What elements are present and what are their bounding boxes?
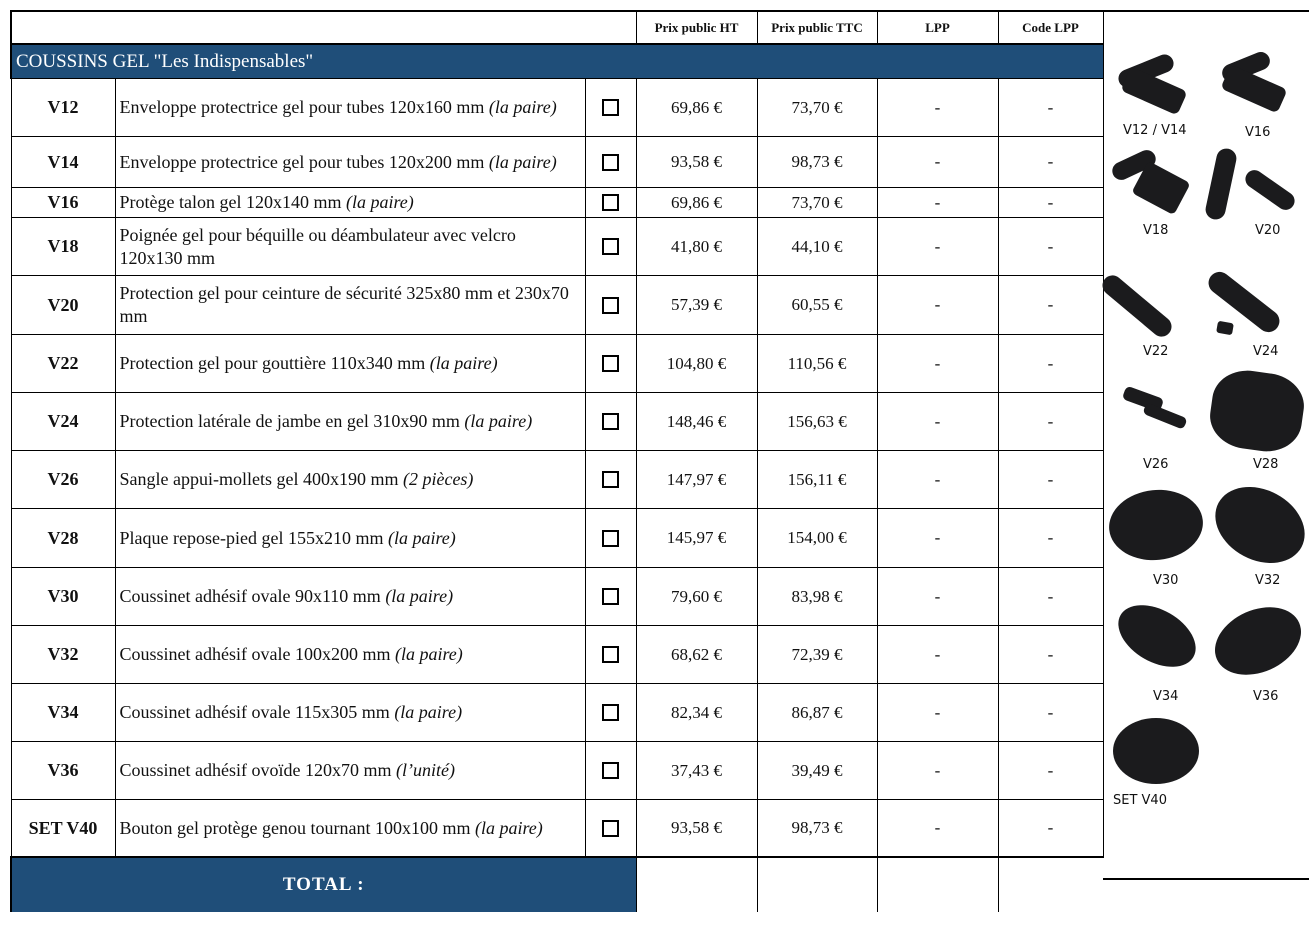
order-checkbox-cell xyxy=(585,568,636,626)
price-ht: 93,58 € xyxy=(636,137,757,188)
order-checkbox[interactable] xyxy=(602,99,619,116)
order-checkbox[interactable] xyxy=(602,194,619,211)
product-code: V30 xyxy=(11,568,115,626)
order-checkbox-cell xyxy=(585,137,636,188)
price-ht: 148,46 € xyxy=(636,393,757,451)
gel-pad-photo xyxy=(1216,321,1234,336)
order-checkbox[interactable] xyxy=(602,297,619,314)
price-ttc: 72,39 € xyxy=(757,626,877,684)
description-note: (la paire) xyxy=(474,817,543,838)
image-label: V12 / V14 xyxy=(1123,123,1187,138)
description-note: (la paire) xyxy=(429,353,498,373)
description-text: Protection gel pour ceinture de sécurité 325x80 mm et 230x70 mm xyxy=(119,283,569,326)
product-code: V32 xyxy=(11,626,115,684)
product-description xyxy=(115,79,585,137)
lpp-value: - xyxy=(877,742,998,800)
lpp-value: - xyxy=(877,568,998,626)
price-ht: 41,80 € xyxy=(636,218,757,276)
product-description xyxy=(115,137,585,188)
code-lpp-value: - xyxy=(998,626,1103,684)
table-row xyxy=(11,276,1103,335)
product-image-panel xyxy=(1103,10,1309,880)
description-text: Coussinet adhésif ovale 100x200 mm xyxy=(119,644,391,664)
product-description xyxy=(115,742,585,800)
order-checkbox[interactable] xyxy=(602,471,619,488)
order-checkbox[interactable] xyxy=(602,413,619,430)
description-note: (la paire) xyxy=(387,527,456,548)
order-checkbox-cell xyxy=(585,684,636,742)
header-row xyxy=(11,11,1103,44)
price-ht: 37,43 € xyxy=(636,742,757,800)
order-checkbox-cell xyxy=(585,626,636,684)
product-code: SET V40 xyxy=(11,800,115,858)
product-description xyxy=(115,684,585,742)
image-label: V36 xyxy=(1253,689,1279,704)
code-lpp-value: - xyxy=(998,335,1103,393)
image-label: V30 xyxy=(1153,573,1179,588)
gel-pad-photo xyxy=(1098,271,1175,340)
description-text: Enveloppe protectrice gel pour tubes 120x200 mm xyxy=(119,151,485,172)
price-ttc: 83,98 € xyxy=(757,568,877,626)
order-checkbox-cell xyxy=(585,218,636,276)
image-label: V32 xyxy=(1255,573,1281,588)
code-lpp-value: - xyxy=(998,393,1103,451)
table-row xyxy=(11,137,1103,188)
code-lpp-value: - xyxy=(998,684,1103,742)
header-lpp: LPP xyxy=(877,11,998,44)
order-checkbox-cell xyxy=(585,188,636,218)
lpp-value: - xyxy=(877,393,998,451)
price-ht: 68,62 € xyxy=(636,626,757,684)
gel-pad-photo xyxy=(1142,402,1187,430)
lpp-value: - xyxy=(877,137,998,188)
table-row xyxy=(11,451,1103,509)
total-ttc-cell[interactable] xyxy=(757,857,877,912)
order-checkbox[interactable] xyxy=(602,355,619,372)
description-note: (la paire) xyxy=(464,411,533,431)
description-text: Enveloppe protectrice gel pour tubes 120x160 mm xyxy=(119,97,485,117)
price-ht: 82,34 € xyxy=(636,684,757,742)
price-ht: 69,86 € xyxy=(636,79,757,137)
order-checkbox[interactable] xyxy=(602,646,619,663)
table-row xyxy=(11,800,1103,858)
description-note: (2 pièces) xyxy=(402,469,474,489)
price-ht: 79,60 € xyxy=(636,568,757,626)
description-note: (la paire) xyxy=(488,151,557,172)
table-row xyxy=(11,684,1103,742)
product-code: V26 xyxy=(11,451,115,509)
total-label: TOTAL : xyxy=(11,857,636,912)
image-label: SET V40 xyxy=(1113,793,1167,808)
order-checkbox-cell xyxy=(585,451,636,509)
price-ttc: 60,55 € xyxy=(757,276,877,335)
gel-pad-photo xyxy=(1206,366,1308,456)
header-prix-ttc: Prix public TTC xyxy=(757,11,877,44)
price-ht: 104,80 € xyxy=(636,335,757,393)
table-row xyxy=(11,218,1103,276)
gel-pad-photo xyxy=(1113,718,1199,784)
image-label: V18 xyxy=(1143,223,1169,238)
price-ht: 145,97 € xyxy=(636,509,757,568)
gel-pad-photo xyxy=(1204,147,1239,222)
table-row xyxy=(11,626,1103,684)
image-label: V34 xyxy=(1153,689,1179,704)
product-description xyxy=(115,509,585,568)
gel-pad-photo xyxy=(1108,592,1207,679)
price-ht: 69,86 € xyxy=(636,188,757,218)
lpp-value: - xyxy=(877,218,998,276)
price-ttc: 98,73 € xyxy=(757,800,877,858)
order-checkbox[interactable] xyxy=(602,704,619,721)
product-description xyxy=(115,276,585,335)
image-label: V24 xyxy=(1253,344,1279,359)
gel-pad-photo xyxy=(1242,167,1298,214)
description-text: Plaque repose-pied gel 155x210 mm xyxy=(119,527,384,548)
image-label: V16 xyxy=(1245,125,1271,140)
code-lpp-value: - xyxy=(998,137,1103,188)
order-checkbox[interactable] xyxy=(602,588,619,605)
price-ttc: 154,00 € xyxy=(757,509,877,568)
code-lpp-value: - xyxy=(998,568,1103,626)
price-ht: 57,39 € xyxy=(636,276,757,335)
image-label: V26 xyxy=(1143,457,1169,472)
code-lpp-value: - xyxy=(998,451,1103,509)
order-checkbox[interactable] xyxy=(602,154,619,171)
product-code: V18 xyxy=(11,218,115,276)
description-text: Coussinet adhésif ovoïde 120x70 mm xyxy=(119,760,392,780)
gel-pad-photo xyxy=(1202,472,1309,578)
gel-pad-photo xyxy=(1106,485,1207,564)
order-checkbox-cell xyxy=(585,742,636,800)
description-text: Coussinet adhésif ovale 115x305 mm xyxy=(119,702,390,722)
order-checkbox-cell xyxy=(585,79,636,137)
description-text: Coussinet adhésif ovale 90x110 mm xyxy=(119,586,381,606)
gel-pad-photo xyxy=(1204,594,1309,687)
product-description xyxy=(115,218,585,276)
table-row xyxy=(11,568,1103,626)
description-text: Bouton gel protège genou tournant 100x100 mm xyxy=(119,817,471,838)
table-row xyxy=(11,509,1103,568)
order-checkbox-cell xyxy=(585,509,636,568)
description-text: Protège talon gel 120x140 mm xyxy=(119,192,342,212)
price-ttc: 86,87 € xyxy=(757,684,877,742)
description-note: (la paire) xyxy=(385,586,454,606)
total-ht-cell[interactable] xyxy=(636,857,757,912)
description-note: (la paire) xyxy=(394,702,463,722)
order-checkbox-cell xyxy=(585,335,636,393)
code-lpp-value: - xyxy=(998,218,1103,276)
price-ttc: 156,11 € xyxy=(757,451,877,509)
section-title: COUSSINS GEL "Les Indispensables" xyxy=(11,44,1103,79)
description-text: Protection latérale de jambe en gel 310x90 mm xyxy=(119,411,460,431)
total-code-lpp-cell xyxy=(998,857,1103,912)
order-checkbox-cell xyxy=(585,393,636,451)
header-prix-ht: Prix public HT xyxy=(636,11,757,44)
description-note: (la paire) xyxy=(394,644,463,664)
lpp-value: - xyxy=(877,276,998,335)
table-row xyxy=(11,742,1103,800)
lpp-value: - xyxy=(877,451,998,509)
product-description xyxy=(115,335,585,393)
total-row xyxy=(11,857,1103,912)
product-description xyxy=(115,188,585,218)
order-checkbox[interactable] xyxy=(602,238,619,255)
price-table xyxy=(10,10,1104,912)
order-checkbox[interactable] xyxy=(602,762,619,779)
order-checkbox[interactable] xyxy=(602,820,619,837)
product-code: V28 xyxy=(11,509,115,568)
price-ttc: 73,70 € xyxy=(757,79,877,137)
product-description xyxy=(115,800,585,858)
product-code: V16 xyxy=(11,188,115,218)
lpp-value: - xyxy=(877,509,998,568)
product-code: V22 xyxy=(11,335,115,393)
code-lpp-value: - xyxy=(998,509,1103,568)
product-description xyxy=(115,451,585,509)
product-description xyxy=(115,568,585,626)
lpp-value: - xyxy=(877,188,998,218)
lpp-value: - xyxy=(877,626,998,684)
description-note: (la paire) xyxy=(488,97,557,117)
image-label: V20 xyxy=(1255,223,1281,238)
lpp-value: - xyxy=(877,800,998,858)
product-code: V12 xyxy=(11,79,115,137)
product-code: V14 xyxy=(11,137,115,188)
product-description xyxy=(115,626,585,684)
order-checkbox-cell xyxy=(585,276,636,335)
description-note: (l’unité) xyxy=(395,760,455,780)
price-ht: 93,58 € xyxy=(636,800,757,858)
description-text: Protection gel pour gouttière 110x340 mm xyxy=(119,353,426,373)
table-row xyxy=(11,393,1103,451)
header-code-lpp: Code LPP xyxy=(998,11,1103,44)
table-row xyxy=(11,79,1103,137)
total-lpp-cell[interactable] xyxy=(877,857,998,912)
lpp-value: - xyxy=(877,335,998,393)
product-code: V20 xyxy=(11,276,115,335)
description-text: Poignée gel pour béquille ou déambulateur avec velcro 120x130 mm xyxy=(119,224,516,268)
section-row xyxy=(11,44,1103,79)
price-ttc: 39,49 € xyxy=(757,742,877,800)
price-ttc: 44,10 € xyxy=(757,218,877,276)
price-ttc: 73,70 € xyxy=(757,188,877,218)
code-lpp-value: - xyxy=(998,800,1103,858)
code-lpp-value: - xyxy=(998,742,1103,800)
product-code: V34 xyxy=(11,684,115,742)
table-row xyxy=(11,335,1103,393)
lpp-value: - xyxy=(877,79,998,137)
header-blank xyxy=(11,11,636,44)
order-checkbox-cell xyxy=(585,800,636,858)
price-ttc: 98,73 € xyxy=(757,137,877,188)
description-text: Sangle appui-mollets gel 400x190 mm xyxy=(119,469,399,489)
image-label: V22 xyxy=(1143,344,1169,359)
order-checkbox[interactable] xyxy=(602,530,619,547)
code-lpp-value: - xyxy=(998,188,1103,218)
price-ttc: 110,56 € xyxy=(757,335,877,393)
table-row xyxy=(11,188,1103,218)
lpp-value: - xyxy=(877,684,998,742)
price-ttc: 156,63 € xyxy=(757,393,877,451)
product-description xyxy=(115,393,585,451)
code-lpp-value: - xyxy=(998,276,1103,335)
product-code: V36 xyxy=(11,742,115,800)
price-ht: 147,97 € xyxy=(636,451,757,509)
product-code: V24 xyxy=(11,393,115,451)
description-note: (la paire) xyxy=(345,192,414,212)
image-label: V28 xyxy=(1253,457,1279,472)
code-lpp-value: - xyxy=(998,79,1103,137)
